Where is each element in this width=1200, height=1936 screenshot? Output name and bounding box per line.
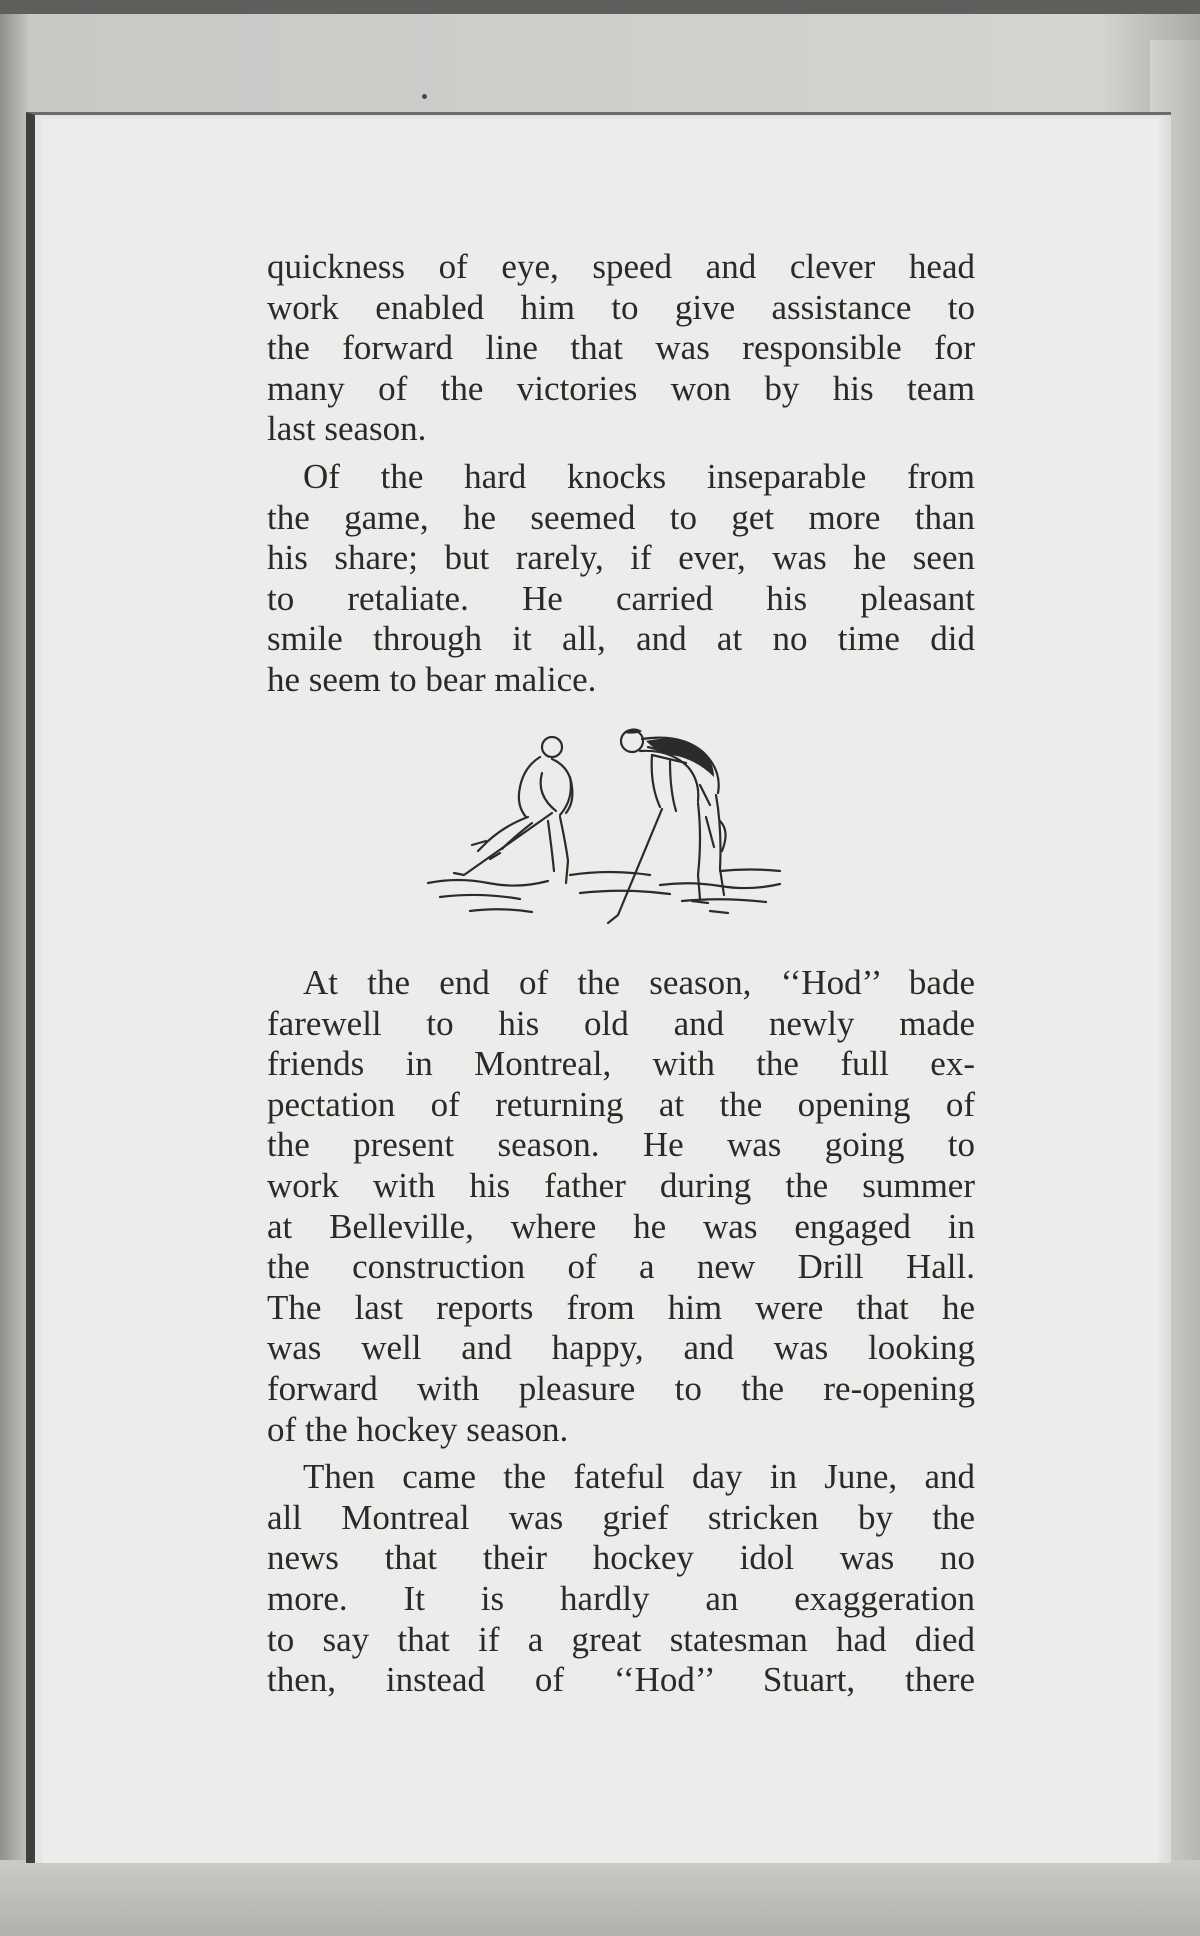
text-line: he seem to bear malice. — [267, 659, 597, 699]
text-line: Of the hard knocks inseparable from — [303, 456, 975, 496]
text-line: the construction of a new Drill Hall. — [267, 1247, 975, 1287]
text-line: farewell to his old and newly made — [267, 1003, 975, 1043]
text-line: all Montreal was grief stricken by the — [267, 1497, 975, 1537]
scan-bottom-edge — [0, 1860, 1200, 1936]
text-line: last season. — [267, 409, 427, 449]
scan-top-edge — [0, 0, 1200, 14]
text-line: his share; but rarely, if ever, was he seen — [267, 538, 975, 578]
text-line: to say that if a great statesman had died — [267, 1619, 975, 1659]
text-line: forward with pleasure to the re-opening — [267, 1368, 975, 1408]
speck-mark — [422, 94, 427, 99]
text-line: then, instead of ‘‘Hod’’ Stuart, there — [267, 1660, 975, 1700]
text-line: many of the victories won by his team — [267, 368, 975, 408]
text-line: more. It is hardly an exaggeration — [267, 1578, 975, 1618]
text-line: the game, he seemed to get more than — [267, 497, 975, 537]
text-line: news that their hockey idol was no — [267, 1538, 975, 1578]
text-line: of the hockey season. — [267, 1409, 569, 1449]
text-line: The last reports from him were that he — [267, 1287, 975, 1327]
text-line: Then came the fateful day in June, and — [303, 1457, 975, 1497]
text-line: work with his father during the summer — [267, 1165, 975, 1205]
hockey-players-icon — [420, 725, 830, 955]
text-line: At the end of the season, ‘‘Hod’’ bade — [303, 963, 975, 1002]
text-line: work enabled him to give assistance to — [267, 287, 975, 327]
text-line: was well and happy, and was looking — [267, 1328, 975, 1368]
book-spine-edge — [0, 14, 28, 1936]
text-line: the forward line that was responsible for — [267, 328, 975, 368]
text-line: the present season. He was going to — [267, 1125, 975, 1165]
text-line: pectation of returning at the opening of — [267, 1084, 975, 1124]
paragraph-continuation — [267, 247, 975, 701]
text-line: quickness of eye, speed and clever head — [267, 247, 975, 286]
text-line: smile through it all, and at no time did — [267, 619, 975, 659]
text-line: friends in Montreal, with the full ex- — [267, 1044, 975, 1084]
text-line: at Belleville, where he was engaged in — [267, 1206, 975, 1246]
paragraph-farewell — [267, 963, 975, 1701]
text-line: to retaliate. He carried his pleasant — [267, 578, 975, 618]
